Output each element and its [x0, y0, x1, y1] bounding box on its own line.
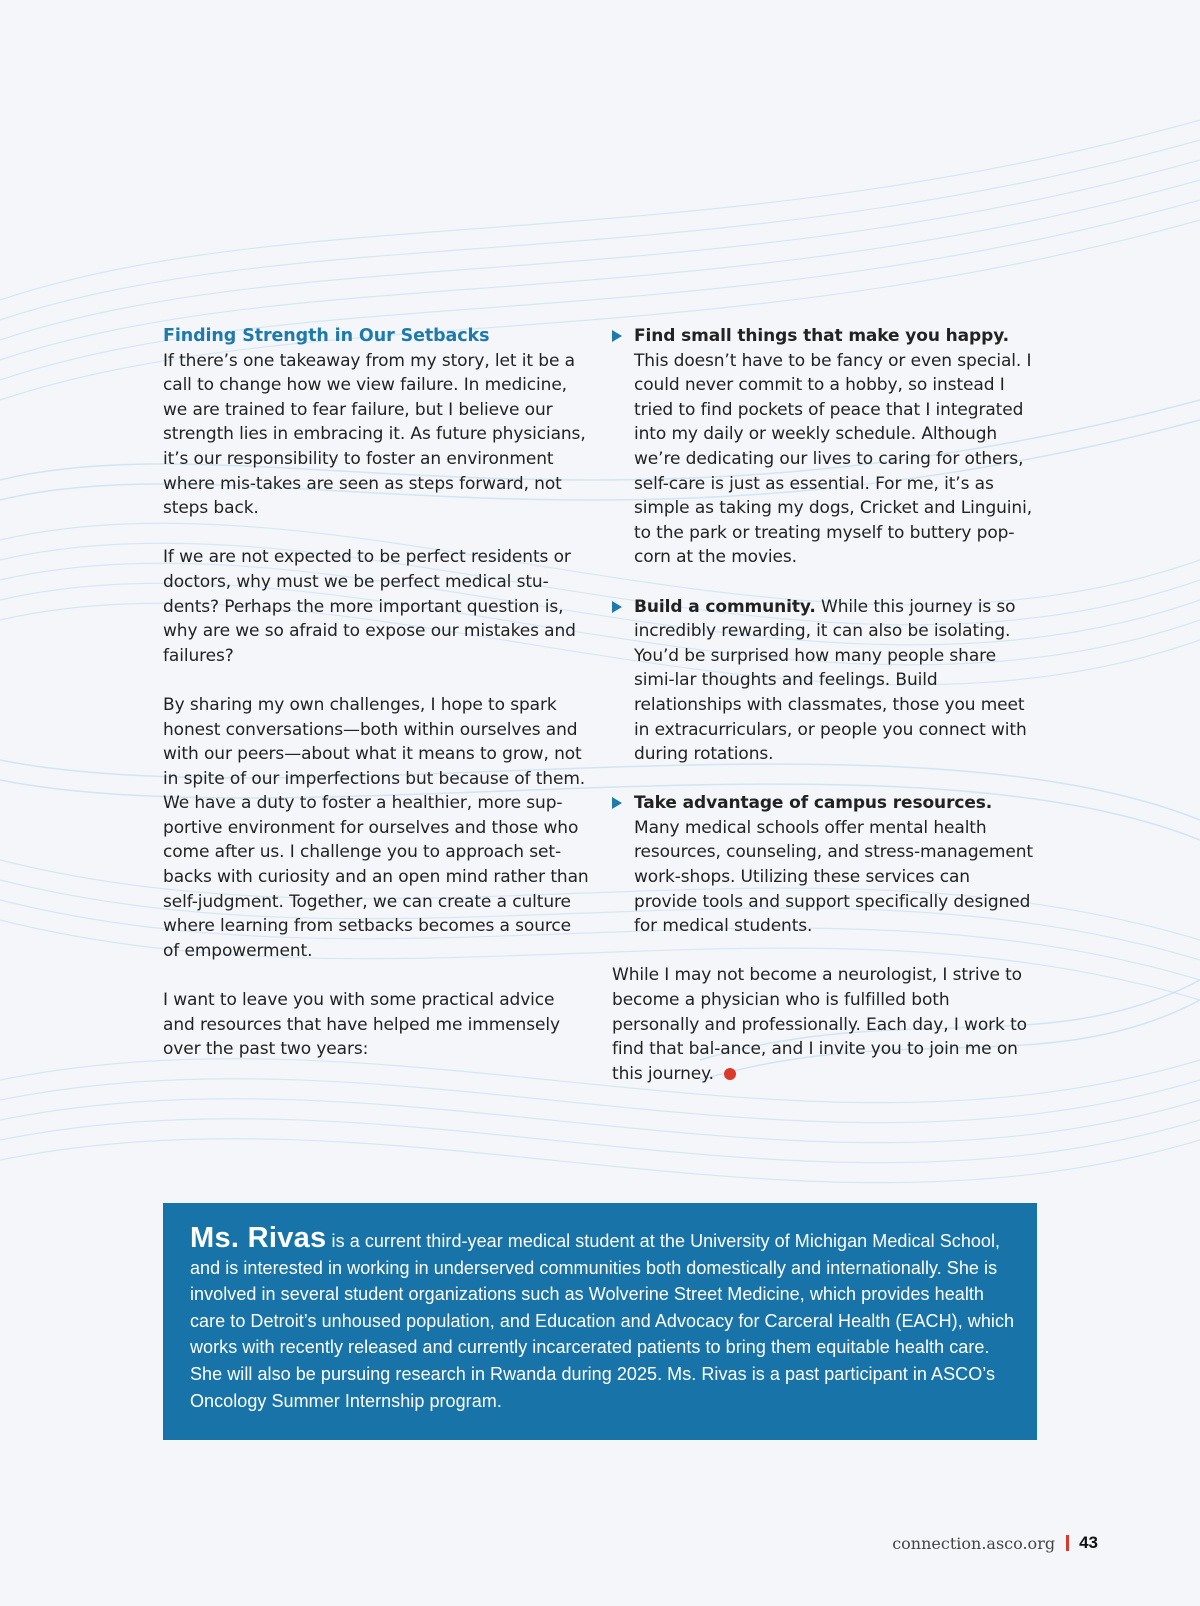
advice-bullet	[612, 595, 1038, 767]
article-left-column	[163, 324, 589, 1086]
footer-separator	[1066, 1535, 1069, 1551]
bullet-text: Many medical schools offer mental health resources, counseling, and stress-management work-shops. Utilizing these services can provide tools and support specifically designed for medical students.	[634, 817, 1033, 937]
bullet-text: While this journey is so incredibly rewarding, it can also be isolating. You’d be surprised how many people share simi-lar thoughts and feelings. Build relationships with classmates, those you meet in extracurriculars, or people you connect with during rotations.	[634, 596, 1027, 765]
body-paragraph: If we are not expected to be perfect residents or doctors, why must we be perfect medical stu-dents? Perhaps the more important question is, why are we so afraid to expose our mistakes and failures?	[163, 547, 576, 666]
body-paragraph: By sharing my own challenges, I hope to spark honest conversations—both within ourselves and with our peers—about what it means to grow, not in spite of our imperfections but because of them. We have a duty to foster a healthier, more sup-portive environment for ourselves and those who come after us. I challenge you to approach set-backs with curiosity and an open mind rather than self-judgment. Together, we can create a culture where learning from setbacks becomes a source of empowerment.	[163, 694, 589, 961]
bullet-lead: Build a community.	[634, 596, 816, 617]
bullet-lead: Find small things that make you happy.	[634, 326, 1009, 346]
page-footer	[892, 1533, 1098, 1553]
author-bio-text: is a current third-year medical student at the University of Michigan Medical School, and is interested in working in underserved communities both domestically and internationally. She is involved in several student organizations such as Wolverine Street Medicine, which provides health care to Detroit’s unhoused population, and Education and Advocacy for Carceral Health (EACH), which works with recently released and currently incarcerated patients to bring them equitable health care. She will also be pursuing research in Rwanda during 2025. Ms. Rivas is a past participant in ASCO’s Oncology Summer Internship program.	[190, 1231, 1015, 1411]
bullet-lead: Take advantage of campus resources.	[634, 793, 993, 814]
author-bio-box	[163, 1203, 1037, 1440]
end-mark-dot-icon	[724, 1068, 736, 1080]
closing-text: While I may not become a neurologist, I strive to become a physician who is fulfilled both personally and professionally. Each day, I work to find that bal-ance, and I invite you to join me on this journey.	[612, 965, 1027, 1084]
bullet-text: This doesn’t have to be fancy or even special. I could never commit to a hobby, so instead I tried to find pockets of peace that I integrated into my daily or weekly schedule. Although we’re dedicating our lives to caring for others, self-care is just as essential. For me, it’s as simple as taking my dogs, Cricket and Linguini, to the park or treating myself to buttery pop-corn at the movies.	[634, 350, 1033, 568]
triangle-bullet-icon	[612, 330, 622, 342]
advice-bullet	[612, 791, 1038, 939]
body-paragraph: If there’s one takeaway from my story, let it be a call to change how we view failure. In medicine, we are trained to fear failure, but I believe our strength lies in embracing it. As future physicians, it’s our responsibility to foster an environment where mis-takes are seen as steps forward, not steps back.	[163, 350, 586, 519]
article-right-column	[612, 324, 1038, 1111]
author-name: Ms. Rivas	[190, 1222, 327, 1254]
body-paragraph: I want to leave you with some practical advice and resources that have helped me immensely over the past two years:	[163, 990, 560, 1060]
footer-site-url: connection.asco.org	[892, 1533, 1056, 1553]
page-number: 43	[1079, 1533, 1098, 1552]
triangle-bullet-icon	[612, 797, 622, 809]
triangle-bullet-icon	[612, 601, 622, 613]
advice-bullet	[612, 324, 1038, 570]
section-heading: Finding Strength in Our Setbacks	[163, 326, 490, 346]
closing-paragraph	[612, 963, 1038, 1086]
